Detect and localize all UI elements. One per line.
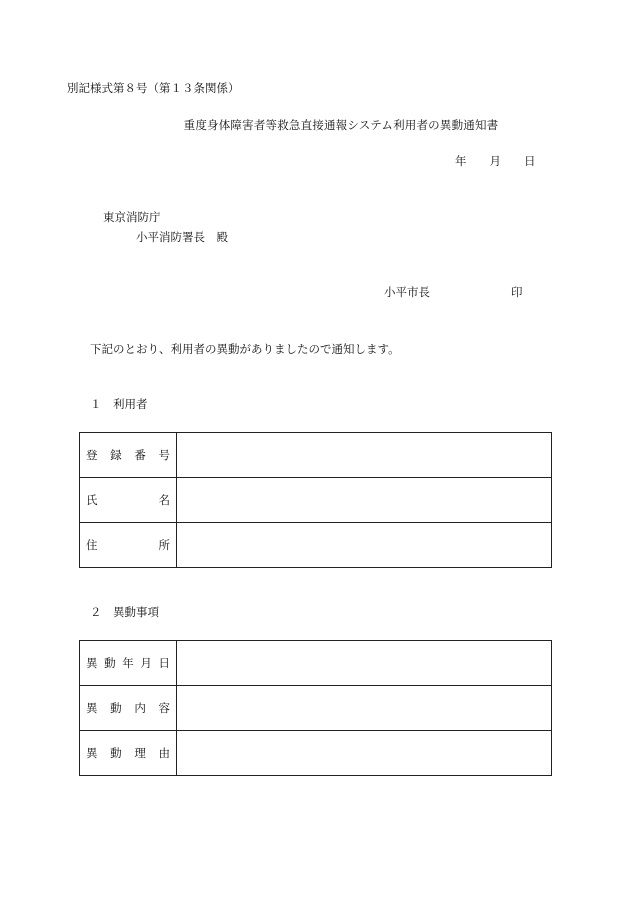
sender-name: 小平市長 [384,285,430,299]
label-char: 月 [140,656,152,670]
label-char: 理 [134,746,146,760]
row-value-field[interactable] [177,478,552,523]
addressee-organization: 東京消防庁 [103,210,161,224]
label-char: 年 [122,656,134,670]
label-char: 異 [86,656,98,670]
intro-text: 下記のとおり、利用者の異動がありましたので通知します。 [90,342,400,356]
label-char: 録 [110,448,122,462]
label-char: 番 [134,448,146,462]
row-value-field[interactable] [177,686,552,731]
label-char: 異 [86,701,98,715]
table-row [80,478,552,523]
label-char: 住 [86,538,98,552]
row-label [80,731,177,776]
label-char: 登 [86,448,98,462]
row-label [80,433,177,478]
row-label-text [86,492,170,508]
row-label-text [86,700,170,716]
table-row [80,731,552,776]
user-info-table [79,432,552,568]
label-char: 由 [158,746,170,760]
seal-mark: 印 [511,285,523,299]
label-char: 所 [158,538,170,552]
date-day-label: 日 [524,154,536,168]
label-char: 動 [110,746,122,760]
row-label-text [86,745,170,761]
label-char: 容 [158,701,170,715]
table-row [80,641,552,686]
label-char: 動 [104,656,116,670]
date-year-label: 年 [455,154,467,168]
label-char: 異 [86,746,98,760]
row-label [80,641,177,686]
row-label-text [86,537,170,553]
row-value-field[interactable] [177,731,552,776]
row-value-field[interactable] [177,523,552,568]
row-value-field[interactable] [177,641,552,686]
form-number: 別記様式第８号（第１３条関係） [67,81,240,95]
row-label [80,478,177,523]
label-char: 内 [134,701,146,715]
label-char: 号 [158,448,170,462]
row-label [80,523,177,568]
row-label-text [86,655,170,671]
label-char: 日 [158,656,170,670]
table-row [80,523,552,568]
label-char: 動 [110,701,122,715]
row-label-text [86,447,170,463]
section1-heading: １ 利用者 [90,397,148,411]
document-title: 重度身体障害者等救急直接通報システム利用者の異動通知書 [183,118,499,132]
row-value-field[interactable] [177,433,552,478]
table-row [80,686,552,731]
date-line [455,156,536,168]
section2-heading: ２ 異動事項 [90,605,159,619]
date-month-label: 月 [489,154,501,168]
addressee-title: 小平消防署長 殿 [136,230,228,244]
table-row [80,433,552,478]
row-label [80,686,177,731]
label-char: 氏 [86,493,98,507]
label-char: 名 [158,493,170,507]
change-details-table [79,640,552,776]
